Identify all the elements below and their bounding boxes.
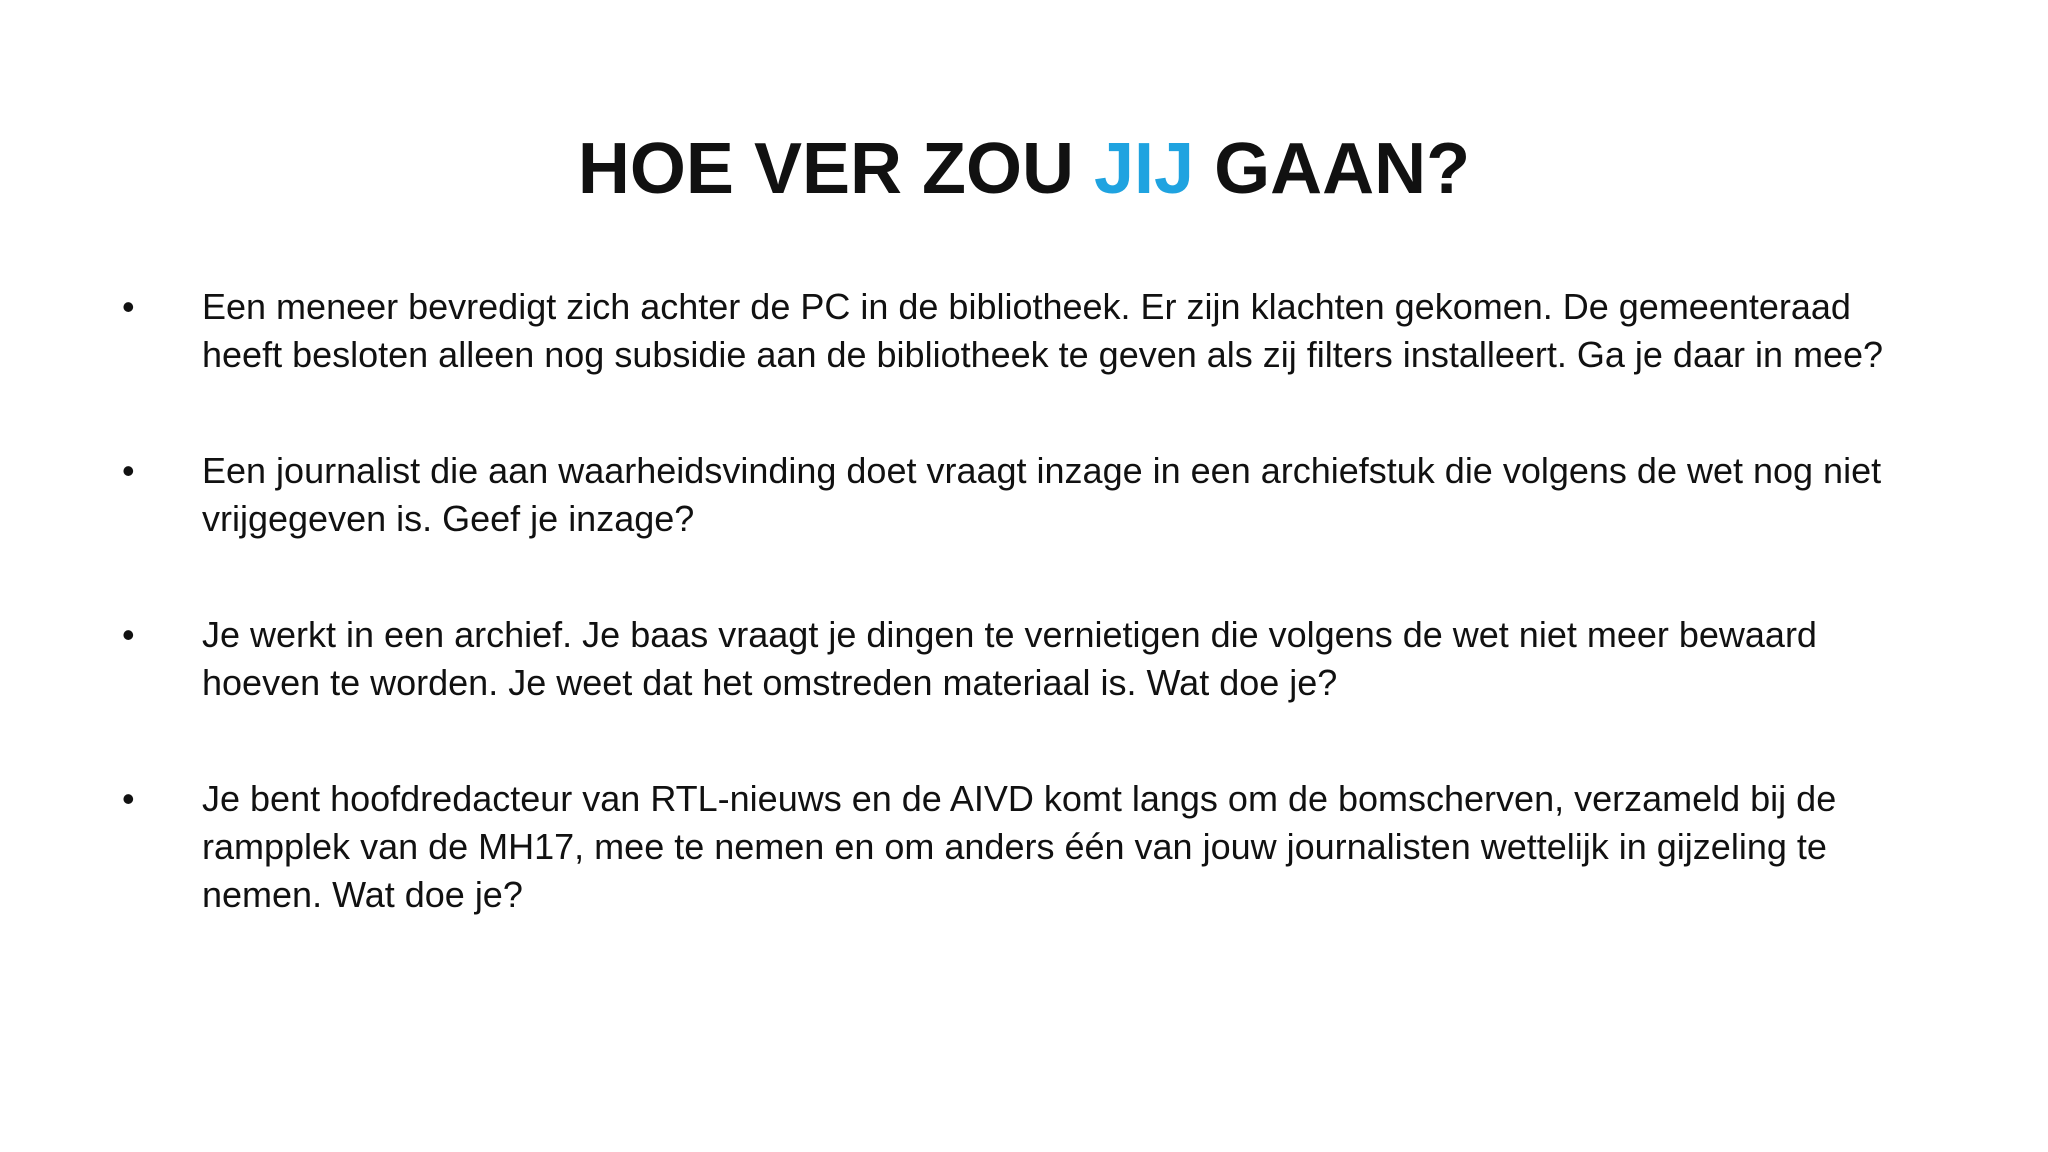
bullet-line: vrijgegeven is. Geef je inzage? (202, 498, 695, 539)
bullet-line: Je bent hoofdredacteur van RTL-nieuws en de AIVD komt langs om de bomscherven, verzameld bij de (202, 778, 1837, 819)
bullet-dot-icon: • (122, 286, 135, 327)
bullet-dot-icon: • (122, 778, 135, 819)
bullet-line: Je werkt in een archief. Je baas vraagt je dingen te vernietigen die volgens de wet niet meer bewaard (202, 614, 1817, 655)
bullet-line: nemen. Wat doe je? (202, 874, 523, 915)
bullet-text (202, 283, 2042, 379)
title-part-2: GAAN? (1194, 129, 1471, 209)
bullet-text (202, 775, 2042, 919)
bullet-line: Een meneer bevredigt zich achter de PC in de bibliotheek. Er zijn klachten gekomen. De gemeenteraad (202, 286, 1851, 327)
bullet-line: Een journalist die aan waarheidsvinding doet vraagt inzage in een archiefstuk die volgens de wet nog niet (202, 450, 1882, 491)
title-part-1: HOE VER ZOU (577, 129, 1094, 209)
title-accent-word: JIJ (1093, 129, 1195, 209)
bullet-dot-icon: • (122, 614, 135, 655)
bullet-line: rampplek van de MH17, mee te nemen en om anders één van jouw journalisten wettelijk in gijzeling te (202, 826, 1827, 867)
bullet-line: heeft besloten alleen nog subsidie aan de bibliotheek te geven als zij filters installeert. Ga je daar in mee? (202, 334, 1884, 375)
bullet-line: hoeven te worden. Je weet dat het omstreden materiaal is. Wat doe je? (202, 662, 1338, 703)
bullet-dot-icon: • (122, 450, 135, 491)
bullet-text (202, 447, 2042, 543)
bullet-text (202, 611, 2042, 707)
